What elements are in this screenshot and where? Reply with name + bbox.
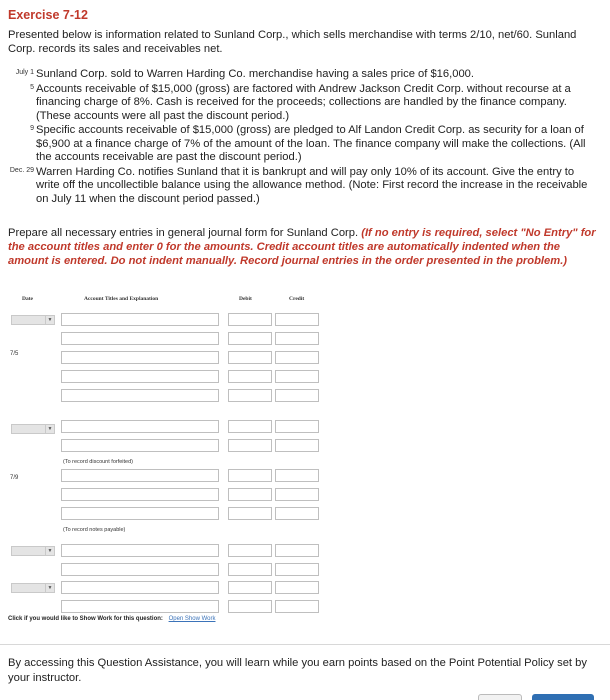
date-select[interactable]: [11, 546, 55, 556]
entry-date-label: 7/9: [10, 475, 19, 481]
credit-input[interactable]: [275, 389, 319, 402]
debit-input[interactable]: [228, 563, 272, 576]
instructions-lead: Prepare all necessary entries in general journal form for Sunland Corp.: [8, 227, 362, 239]
account-input[interactable]: [61, 469, 219, 482]
transaction-text: Accounts receivable of $15,000 (gross) are factored with Andrew Jackson Credit Corp. without recourse at a financing charge of 8%. Cash is received for the proceeds; collections are handled by the finance company. (These accounts were all past the discount period.): [36, 82, 571, 122]
transaction-text: Specific accounts receivable of $15,000 (gross) are pledged to Alf Landon Credit Corp. as security for a loan of $6,900 at a finance charge of 7% of the amount of the loan. The finance company will make the collections. (All the accounts receivable are past the discount period.): [36, 124, 586, 163]
credit-input[interactable]: [275, 488, 319, 501]
account-input[interactable]: [61, 389, 219, 402]
credit-input[interactable]: [275, 420, 319, 433]
credit-input[interactable]: [275, 439, 319, 452]
account-input[interactable]: [61, 313, 219, 326]
debit-input[interactable]: [228, 544, 272, 557]
debit-input[interactable]: [228, 439, 272, 452]
transaction-item: [8, 68, 598, 82]
entry-date-label: 7/5: [10, 351, 19, 357]
credit-input[interactable]: [275, 600, 319, 613]
credit-input[interactable]: [275, 563, 319, 576]
credit-input[interactable]: [275, 351, 319, 364]
memo-discount-forfeited: (To record discount forfeited): [63, 459, 134, 465]
header-date: Date: [22, 296, 33, 302]
journal-entry-form: [8, 292, 328, 622]
exercise-title: Exercise 7-12: [8, 8, 88, 22]
primary-button[interactable]: [532, 694, 594, 700]
show-work-question: Click if you would like to Show Work for this question:: [8, 616, 163, 622]
account-input[interactable]: [61, 563, 219, 576]
instructions: [8, 226, 600, 268]
credit-input[interactable]: [275, 370, 319, 383]
credit-input[interactable]: [275, 332, 319, 345]
transaction-item: [8, 83, 598, 124]
credit-input[interactable]: [275, 469, 319, 482]
debit-input[interactable]: [228, 389, 272, 402]
transaction-date: 5: [30, 83, 34, 91]
memo-notes-payable: (To record notes payable): [63, 527, 126, 533]
exercise-header: [0, 0, 610, 62]
date-select[interactable]: [11, 424, 55, 434]
transaction-date: 9: [30, 125, 34, 132]
account-input[interactable]: [61, 332, 219, 345]
secondary-button[interactable]: [478, 694, 522, 700]
instructions-emphasis: (If no entry is required, select "No Entry" for the account titles and enter 0 for the amounts. Credit account titles are automatically indented when the amount is entered. Do not indent manually. Record journal entries in the order presented in the problem.): [8, 227, 596, 267]
credit-input[interactable]: [275, 544, 319, 557]
debit-input[interactable]: [228, 600, 272, 613]
debit-input[interactable]: [228, 507, 272, 520]
account-input[interactable]: [61, 420, 219, 433]
transaction-text: Warren Harding Co. notifies Sunland that it is bankrupt and will pay only 10% of its account. Give the entry to write off the uncollectible balance using the allowance method. (Note: First record the increase in the receivable on July 11 when the discount period passed.): [36, 165, 588, 205]
debit-input[interactable]: [228, 488, 272, 501]
debit-input[interactable]: [228, 469, 272, 482]
account-input[interactable]: [61, 370, 219, 383]
credit-input[interactable]: [275, 313, 319, 326]
divider: [0, 644, 610, 645]
debit-input[interactable]: [228, 332, 272, 345]
account-input[interactable]: [61, 600, 219, 613]
debit-input[interactable]: [228, 370, 272, 383]
account-input[interactable]: [61, 439, 219, 452]
transaction-text: Sunland Corp. sold to Warren Harding Co. merchandise having a sales price of $16,000.: [36, 68, 475, 80]
date-select[interactable]: [11, 583, 55, 593]
transaction-item: [8, 124, 598, 165]
transaction-date: Dec. 29: [9, 166, 34, 174]
transaction-list: [8, 68, 598, 207]
transaction-item: [8, 166, 598, 207]
account-input[interactable]: [61, 488, 219, 501]
credit-input[interactable]: [275, 581, 319, 594]
debit-input[interactable]: [228, 581, 272, 594]
credit-input[interactable]: [275, 507, 319, 520]
chevron-down-icon: ▼: [45, 425, 54, 433]
header-credit: Credit: [289, 296, 305, 302]
account-input[interactable]: [61, 507, 219, 520]
debit-input[interactable]: [228, 313, 272, 326]
account-input[interactable]: [61, 351, 219, 364]
exercise-intro: Presented below is information related to Sunland Corp., which sells merchandise with terms 2/10, net/60. Sunland Corp. records its sales and receivables net.: [8, 29, 577, 55]
header-account-titles: Account Titles and Explanation: [84, 296, 159, 302]
debit-input[interactable]: [228, 420, 272, 433]
header-debit: Debit: [239, 296, 252, 302]
show-work-row: [8, 616, 216, 622]
open-show-work-link[interactable]: Open Show Work: [168, 616, 216, 622]
account-input[interactable]: [61, 544, 219, 557]
chevron-down-icon: ▼: [45, 547, 54, 555]
chevron-down-icon: ▼: [45, 584, 54, 592]
debit-input[interactable]: [228, 351, 272, 364]
transaction-date: July 1: [15, 69, 34, 76]
question-assistance-text: By accessing this Question Assistance, you will learn while you earn points based on the Point Potential Policy set by your instructor.: [8, 657, 587, 684]
chevron-down-icon: ▼: [45, 316, 54, 324]
account-input[interactable]: [61, 581, 219, 594]
date-select[interactable]: [11, 315, 55, 325]
